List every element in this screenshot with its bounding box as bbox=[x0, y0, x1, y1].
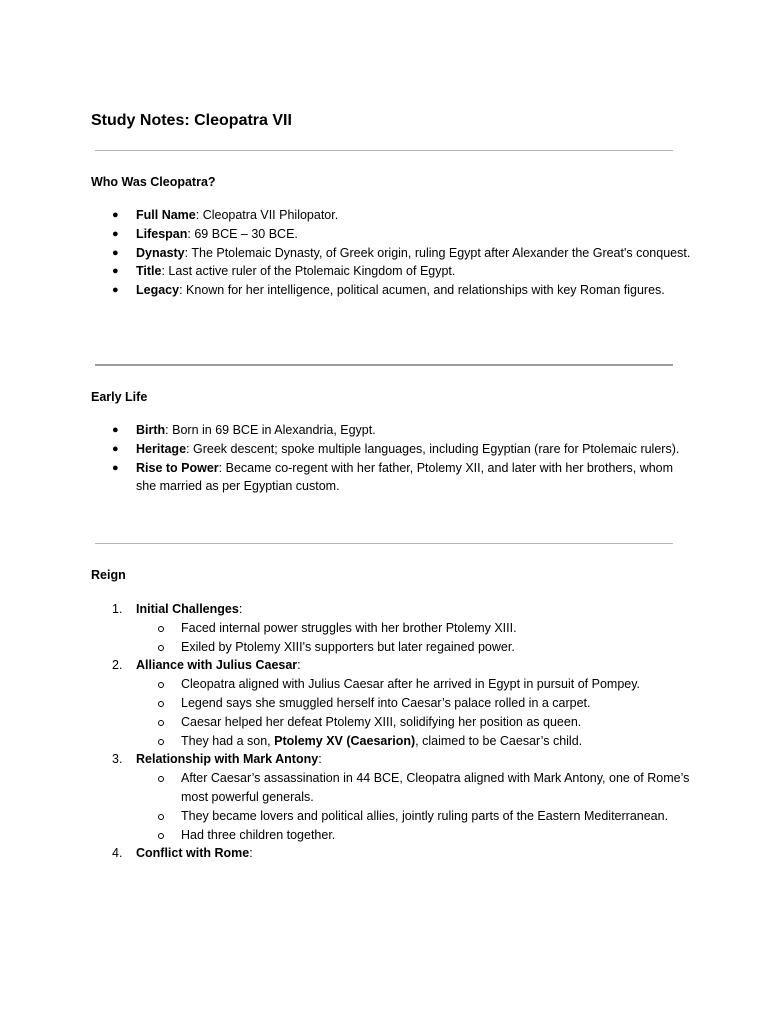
hollow-bullet-icon bbox=[158, 814, 164, 820]
item-text: : Greek descent; spoke multiple languages, including Egyptian (rare for Ptolemaic rulers). bbox=[186, 441, 680, 456]
numbered-item bbox=[91, 844, 691, 863]
sub-item-text: They had a son, bbox=[181, 733, 275, 748]
item-number: 2. bbox=[112, 658, 123, 673]
item-label: Initial Challenges bbox=[136, 602, 239, 616]
bullet-icon: ● bbox=[112, 227, 119, 240]
sub-list-item bbox=[136, 807, 691, 826]
divider bbox=[95, 543, 673, 544]
sub-item-bold-text: Ptolemy XV (Caesarion) bbox=[274, 733, 416, 748]
item-text: : 69 BCE – 30 BCE. bbox=[187, 226, 298, 241]
item-text: : Became co-regent with her father, Ptolemy XII, and later with her brothers, whom she married as per Egyptian custom. bbox=[136, 460, 674, 494]
item-text: : Born in 69 BCE in Alexandria, Egypt. bbox=[165, 423, 376, 437]
list-item bbox=[91, 206, 691, 225]
item-text: : bbox=[249, 846, 253, 861]
bullet-icon: ● bbox=[112, 461, 119, 474]
divider bbox=[95, 364, 673, 366]
list-item bbox=[91, 281, 691, 300]
list-item bbox=[91, 225, 691, 244]
hollow-bullet-icon bbox=[158, 720, 164, 726]
hollow-bullet-icon bbox=[158, 833, 164, 839]
sub-item-text: Had three children together. bbox=[181, 827, 336, 842]
sub-list bbox=[136, 769, 691, 844]
bullet-icon: ● bbox=[112, 209, 119, 221]
item-text: : The Ptolemaic Dynasty, of Greek origin, ruling Egypt after Alexander the Great's conquest. bbox=[184, 245, 691, 260]
who-list bbox=[91, 206, 691, 300]
hollow-bullet-icon bbox=[158, 701, 164, 707]
sub-item-text: After Caesar’s assassination in 44 BCE, Cleopatra aligned with Mark Antony, one of Rome’s most powerful generals. bbox=[181, 771, 690, 804]
item-label: Conflict with Rome bbox=[136, 846, 250, 861]
sub-list-item bbox=[136, 638, 691, 657]
list-item bbox=[91, 459, 691, 497]
bullet-icon: ● bbox=[112, 284, 119, 297]
item-text: : Cleopatra VII Philopator. bbox=[195, 208, 339, 222]
hollow-bullet-icon bbox=[158, 626, 164, 632]
sub-list-item bbox=[136, 619, 691, 638]
item-label: Rise to Power bbox=[136, 460, 219, 475]
sub-item-text: Caesar helped her defeat Ptolemy XIII, solidifying her position as queen. bbox=[181, 714, 582, 729]
hollow-bullet-icon bbox=[158, 645, 164, 651]
numbered-item bbox=[91, 600, 691, 656]
item-text: : Last active ruler of the Ptolemaic Kingdom of Egypt. bbox=[161, 264, 456, 279]
sub-item-text: Legend says she smuggled herself into Caesar’s palace rolled in a carpet. bbox=[181, 695, 591, 710]
item-label: Lifespan bbox=[136, 226, 188, 241]
sub-list-item bbox=[136, 713, 691, 732]
item-label: Legacy bbox=[136, 283, 180, 298]
item-label: Title bbox=[136, 264, 162, 279]
section-heading-who: Who Was Cleopatra? bbox=[91, 175, 216, 189]
sub-list-item bbox=[136, 826, 691, 845]
sub-list bbox=[136, 619, 691, 657]
item-text: : bbox=[238, 602, 243, 616]
bullet-icon: ● bbox=[112, 442, 119, 455]
hollow-bullet-icon bbox=[158, 682, 164, 688]
item-label: Alliance with Julius Caesar bbox=[136, 658, 298, 673]
sub-item-text: Exiled by Ptolemy XIII's supporters but later regained power. bbox=[181, 639, 515, 654]
item-text: : bbox=[297, 658, 301, 673]
sub-list bbox=[136, 675, 691, 750]
divider bbox=[95, 150, 673, 151]
item-label: Dynasty bbox=[136, 245, 185, 260]
sub-list-item bbox=[136, 675, 691, 694]
hollow-bullet-icon bbox=[158, 776, 164, 782]
bullet-icon: ● bbox=[112, 265, 119, 278]
item-label: Relationship with Mark Antony bbox=[136, 752, 319, 767]
hollow-bullet-icon bbox=[158, 739, 164, 745]
item-label: Birth bbox=[136, 423, 166, 437]
bullet-icon: ● bbox=[112, 246, 119, 259]
item-number: 3. bbox=[112, 752, 123, 767]
sub-list-item bbox=[136, 769, 691, 807]
reign-list bbox=[91, 600, 691, 863]
section-heading-reign: Reign bbox=[91, 568, 126, 582]
item-text: : bbox=[318, 752, 322, 767]
sub-list-item bbox=[136, 732, 691, 751]
sub-item-text: They became lovers and political allies, jointly ruling parts of the Eastern Mediterranean. bbox=[181, 808, 669, 823]
page-title: Study Notes: Cleopatra VII bbox=[91, 112, 292, 129]
section-heading-early-life: Early Life bbox=[91, 390, 148, 404]
item-label: Full Name bbox=[136, 208, 196, 222]
item-number: 1. bbox=[112, 602, 123, 616]
item-number: 4. bbox=[112, 846, 123, 861]
sub-item-text: Faced internal power struggles with her brother Ptolemy XIII. bbox=[181, 620, 517, 635]
list-item bbox=[91, 421, 691, 440]
numbered-item bbox=[91, 750, 691, 844]
sub-list-item bbox=[136, 694, 691, 713]
list-item bbox=[91, 244, 691, 263]
sub-item-text: Cleopatra aligned with Julius Caesar after he arrived in Egypt in pursuit of Pompey. bbox=[181, 677, 641, 692]
sub-item-text: , claimed to be Caesar’s child. bbox=[415, 733, 583, 748]
list-item bbox=[91, 440, 691, 459]
item-label: Heritage bbox=[136, 441, 187, 456]
bullet-icon: ● bbox=[112, 424, 119, 436]
numbered-item bbox=[91, 656, 691, 750]
early-life-list bbox=[91, 421, 691, 496]
list-item bbox=[91, 262, 691, 281]
item-text: : Known for her intelligence, political acumen, and relationships with key Roman figures. bbox=[179, 283, 665, 298]
